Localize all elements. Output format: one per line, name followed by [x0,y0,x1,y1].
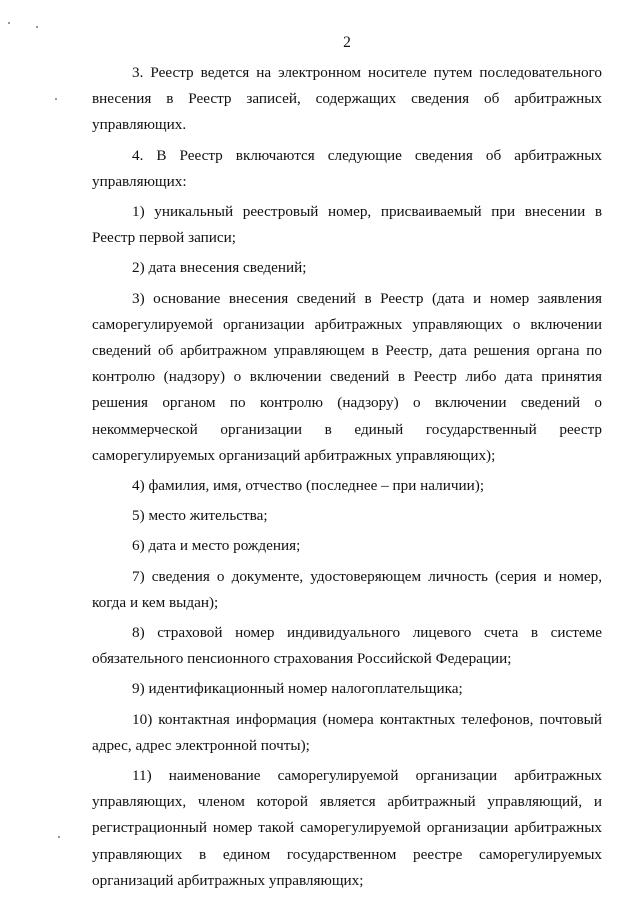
scan-speck [36,26,38,28]
scan-speck [58,836,60,838]
list-item-3: 3) основание внесения сведений в Реестр (дата и номер заявления саморегулируемой организации арбитражных управляющих о включении сведений об арбитражном управляющем в Реестр, дата решения органа по контролю (надзору) о включении сведений в Реестр либо дата принятия решения органом по контролю (надзору) о включении сведений о некоммерческой организации в единый государственный реестр саморегулируемых организаций арбитражных управляющих); [92,289,602,464]
scan-speck [55,98,57,100]
list-item-8: 8) страховой номер индивидуального лицевого счета в системе обязательного пенсионного страхования Российской Федерации; [92,624,602,668]
paragraph-4: 4. В Реестр включаются следующие сведения об арбитражных управляющих: [92,146,602,190]
list-item-9: 9) идентификационный номер налогоплательщика; [132,680,463,698]
list-item-6: 6) дата и место рождения; [132,537,301,555]
paragraph-3: 3. Реестр ведется на электронном носителе путем последовательного внесения в Реестр записей, содержащих сведения об арбитражных управляющих. [92,64,602,134]
list-item-1: 1) уникальный реестровый номер, присваиваемый при внесении в Реестр первой записи; [92,203,602,247]
list-item-2: 2) дата внесения сведений; [132,259,307,277]
page-number: 2 [343,34,351,51]
list-item-10: 10) контактная информация (номера контактных телефонов, почтовый адрес, адрес электронной почты); [92,710,602,754]
list-item-11: 11) наименование саморегулируемой организации арбитражных управляющих, членом которой является арбитражный управляющий, и регистрационный номер такой саморегулируемой организации арбитражных управляющих в едином государственном реестре саморегулируемых организаций арбитражных управляющих; [92,767,602,889]
list-item-4: 4) фамилия, имя, отчество (последнее – при наличии); [132,477,485,495]
scan-speck [8,22,10,24]
list-item-5: 5) место жительства; [132,507,268,525]
list-item-7: 7) сведения о документе, удостоверяющем личность (серия и номер, когда и кем выдан); [92,567,602,611]
